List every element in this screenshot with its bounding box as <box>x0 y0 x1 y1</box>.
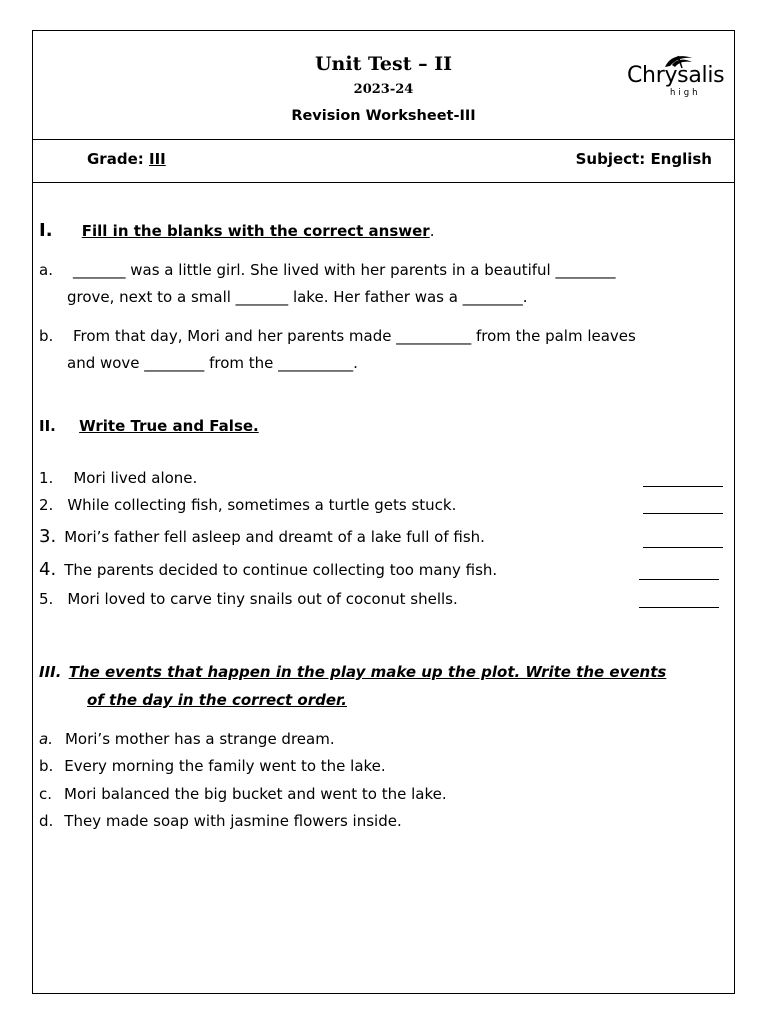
section-1-number: I. <box>39 220 53 241</box>
tf-item-3: 3. Mori’s father fell asleep and dreamt of a lake full of fish. <box>39 526 485 547</box>
order-item-b: b. Every morning the family went to the lake. <box>39 757 386 775</box>
order-item-a: a. Mori’s mother has a strange dream. <box>39 730 335 748</box>
tf-answer-blank-3 <box>643 547 723 548</box>
section-2-heading: II. Write True and False. <box>39 417 259 435</box>
tf-answer-blank-1 <box>643 486 723 487</box>
school-logo <box>625 53 733 101</box>
section-3-heading-line-2: of the day in the correct order. <box>87 691 348 709</box>
tf-answer-blank-5 <box>639 607 719 608</box>
logo-wordmark: Chrysalis <box>627 63 725 88</box>
section-1-heading: I. Fill in the blanks with the correct answer. <box>39 220 435 241</box>
section-1-item-a-line-2: grove, next to a small _______ lake. Her father was a ________. <box>67 288 528 306</box>
section-1-item-a-line-1: _______ was a little girl. She lived with her parents in a beautiful ________ <box>73 261 616 279</box>
academic-year: 2023-24 <box>353 82 414 97</box>
order-item-c: c. Mori balanced the big bucket and went to the lake. <box>39 785 447 803</box>
worksheet-header <box>33 31 734 140</box>
grade-field: Grade: III <box>87 150 166 168</box>
order-item-d: d. They made soap with jasmine flowers inside. <box>39 812 402 830</box>
section-2-number: II. <box>39 417 56 435</box>
tf-answer-blank-4 <box>639 579 719 580</box>
section-3-heading: III. The events that happen in the play make up the plot. Write the events <box>39 663 667 681</box>
section-1-item-b-line-2: and wove ________ from the __________. <box>67 354 358 372</box>
worksheet-page <box>32 30 735 994</box>
section-3-number: III. <box>39 663 62 681</box>
section-1-item-a-label: a. <box>39 261 53 279</box>
grade-subject-bar <box>33 140 734 183</box>
subject-field: Subject: English <box>575 150 712 168</box>
tf-answer-blank-2 <box>643 513 723 514</box>
section-1-item-b-line-1: From that day, Mori and her parents made __________ from the palm leaves <box>73 327 636 345</box>
logo-subtext: high <box>670 88 701 98</box>
section-1-item-b-label: b. <box>39 327 54 345</box>
tf-item-5: 5. Mori loved to carve tiny snails out of coconut shells. <box>39 590 458 608</box>
grade-value: III <box>148 150 166 168</box>
tf-item-2: 2. While collecting fish, sometimes a turtle gets stuck. <box>39 496 457 514</box>
tf-item-4: 4. The parents decided to continue collecting too many fish. <box>39 559 498 580</box>
tf-item-1: 1. Mori lived alone. <box>39 469 198 487</box>
worksheet-subtitle: Revision Worksheet-III <box>291 108 476 124</box>
subject-value: English <box>650 150 712 168</box>
test-title: Unit Test – II <box>314 53 453 75</box>
